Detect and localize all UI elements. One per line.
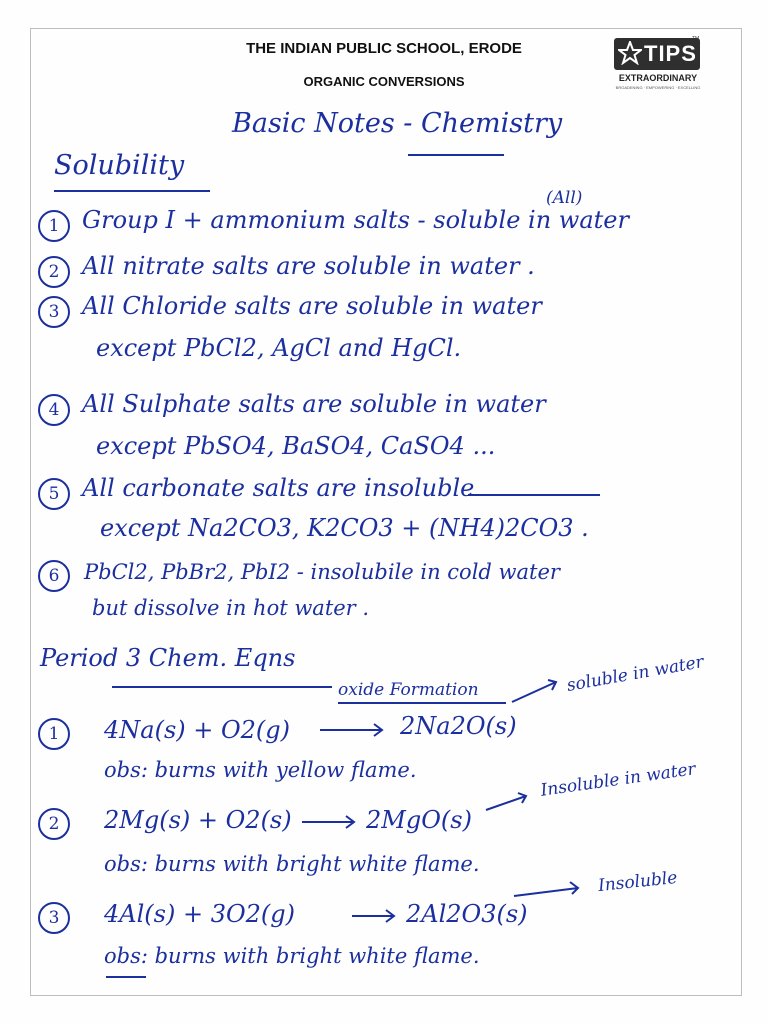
item6-line2: but dissolve in hot water . xyxy=(92,596,370,620)
eq2-observation: obs: burns with bright white flame. xyxy=(104,852,480,876)
eq2-rhs: 2MgO(s) xyxy=(366,806,472,834)
eq-number-1: 1 xyxy=(38,718,70,750)
item-number-1: 1 xyxy=(38,210,70,242)
item2-line1: All nitrate salts are soluble in water . xyxy=(82,252,535,280)
eq3-rhs: 2Al2O3(s) xyxy=(406,900,528,928)
oxide-underline xyxy=(338,702,506,704)
item1-annotation: (All) xyxy=(546,188,583,208)
eq-number-3: 3 xyxy=(38,902,70,934)
eq-number-2: 2 xyxy=(38,808,70,840)
item-number-6: 6 xyxy=(38,560,70,592)
eq2-arrow xyxy=(300,812,360,832)
eq3-observation: obs: burns with bright white flame. xyxy=(104,944,480,968)
eq3-note: Insoluble xyxy=(597,867,679,897)
eq1-note-arrow xyxy=(510,676,560,706)
notes-title: Basic Notes - Chemistry xyxy=(232,108,563,139)
eq2-note-arrow xyxy=(484,790,530,814)
obs-underline xyxy=(106,976,146,978)
item4-line2: except PbSO4, BaSO4, CaSO4 ... xyxy=(96,432,496,460)
eq1-arrow xyxy=(318,720,388,740)
item-number-3: 3 xyxy=(38,296,70,328)
eq1-observation: obs: burns with yellow flame. xyxy=(104,758,417,782)
eq1-note: soluble in water xyxy=(565,652,706,696)
item3-line2: except PbCl2, AgCl and HgCl. xyxy=(96,334,462,362)
item5-line1: All carbonate salts are insoluble xyxy=(82,474,475,502)
title-underline xyxy=(408,154,504,156)
item5-line2: except Na2CO3, K2CO3 + (NH4)2CO3 . xyxy=(100,514,589,542)
star-icon xyxy=(618,41,642,65)
item4-line1: All Sulphate salts are soluble in water xyxy=(82,390,546,418)
logo-subtext: EXTRAORDINARY xyxy=(618,73,698,83)
section-heading-solubility: Solubility xyxy=(54,150,185,181)
oxide-formation-label: oxide Formation xyxy=(338,680,479,700)
logo-tagline: BROADENING · EMPOWERING · EXCELLING xyxy=(615,85,701,90)
logo-trademark: TM xyxy=(692,36,700,42)
eq3-lhs: 4Al(s) + 3O2(g) xyxy=(104,900,295,928)
item3-line1: All Chloride salts are soluble in water xyxy=(82,292,542,320)
eq3-arrow xyxy=(350,906,400,926)
logo-text: TIPS xyxy=(644,41,697,66)
tips-logo xyxy=(608,38,700,94)
section-heading-period3: Period 3 Chem. Eqns xyxy=(40,644,296,672)
eq3-note-arrow xyxy=(512,880,584,900)
eq1-rhs: 2Na2O(s) xyxy=(400,712,517,740)
item6-line1: PbCl2, PbBr2, PbI2 - insolubile in cold water xyxy=(84,560,560,584)
solubility-underline xyxy=(54,190,210,192)
insoluble-underline xyxy=(468,494,600,496)
item-number-4: 4 xyxy=(38,394,70,426)
eq2-lhs: 2Mg(s) + O2(s) xyxy=(104,806,292,834)
period3-underline xyxy=(112,686,332,688)
document-subtitle: ORGANIC CONVERSIONS xyxy=(303,74,465,89)
school-name: THE INDIAN PUBLIC SCHOOL, ERODE xyxy=(246,40,522,57)
item1-line1: Group I + ammonium salts - soluble in water xyxy=(82,206,629,234)
eq1-lhs: 4Na(s) + O2(g) xyxy=(104,716,291,744)
item-number-5: 5 xyxy=(38,478,70,510)
item-number-2: 2 xyxy=(38,256,70,288)
eq2-note: Insoluble in water xyxy=(539,759,697,801)
